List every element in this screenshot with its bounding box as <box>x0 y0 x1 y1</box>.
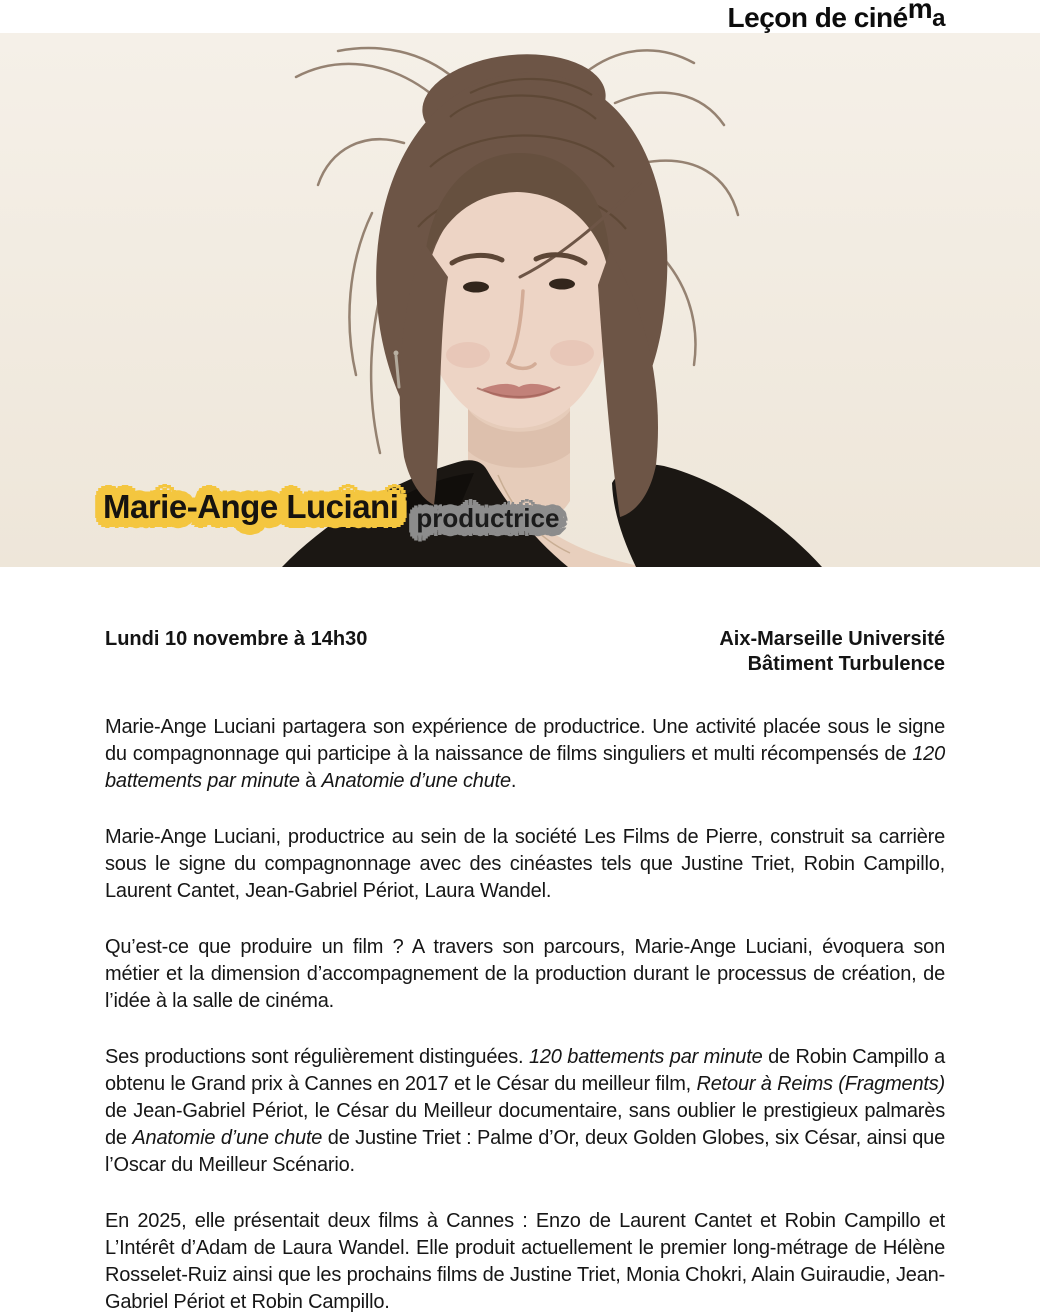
hero-photo <box>0 33 1040 567</box>
hero-caption <box>103 489 559 533</box>
logo-text-prefix: Leçon de ciné <box>727 2 908 33</box>
logo-small-a: a <box>932 5 945 32</box>
body-paragraph-2: Marie-Ange Luciani, productrice au sein de la société Les Films de Pierre, construit sa carrière sous le signe du compagnonnage avec des cinéastes tels que Justine Triet, Robin Campillo, Laurent Cantet, Jean-Gabriel Périot, Laura Wandel. <box>105 826 945 902</box>
event-datetime: Lundi 10 novembre à 14h30 <box>105 628 368 650</box>
body-paragraph-1: Marie-Ange Luciani partagera son expérience de productrice. Une activité placée sous le signe du compagnonnage qui participe à la naissance de films singuliers et multi récompensés de 120 battements par minute à Anatomie d’une chute. <box>105 716 945 792</box>
event-building: Bâtiment Turbulence <box>747 653 945 675</box>
event-venue: Aix-Marseille Université <box>719 628 945 650</box>
body-paragraph-3: Qu’est-ce que produire un film ? A travers son parcours, Marie-Ange Luciani, évoquera son métier et la dimension d’accompagnement de la production durant le processus de création, de l’idée à la salle de cinéma. <box>105 936 945 1012</box>
body-paragraph-4: Ses productions sont régulièrement distinguées. 120 battements par minute de Robin Campillo a obtenu le Grand prix à Cannes en 2017 et le César du meilleur film, Retour à Reims (Fragments) de Jean-Gabriel Périot, le César du Meilleur documentaire, sans oublier le prestigieux palmarès de Anatomie d’une chute de Justine Triet : Palme d’Or, deux Golden Globes, six César, ainsi que l’Oscar du Meilleur Scénario. <box>105 1046 946 1176</box>
hero-name: Marie-Ange Luciani <box>103 488 399 525</box>
lecon-de-cinema-logo <box>728 2 945 34</box>
hero-role: productrice <box>416 503 560 533</box>
event-location <box>719 627 945 677</box>
event-meta <box>105 627 945 677</box>
body-paragraph-5: En 2025, elle présentait deux films à Cannes : Enzo de Laurent Cantet et Robin Campillo et L’Intérêt d’Adam de Laura Wandel. Elle produit actuellement le premier long-métrage de Hélène Rosselet-Ruiz ainsi que les prochains films de Justine Triet, Monia Chokri, Alain Guiraudie, Jean-Gabriel Périot et Robin Campillo. <box>105 1210 945 1313</box>
body-text <box>105 714 945 1316</box>
top-bar <box>0 0 1040 33</box>
portrait-illustration <box>0 33 1040 567</box>
logo-superscript-m: m <box>907 0 933 24</box>
content-area <box>0 627 1040 1316</box>
